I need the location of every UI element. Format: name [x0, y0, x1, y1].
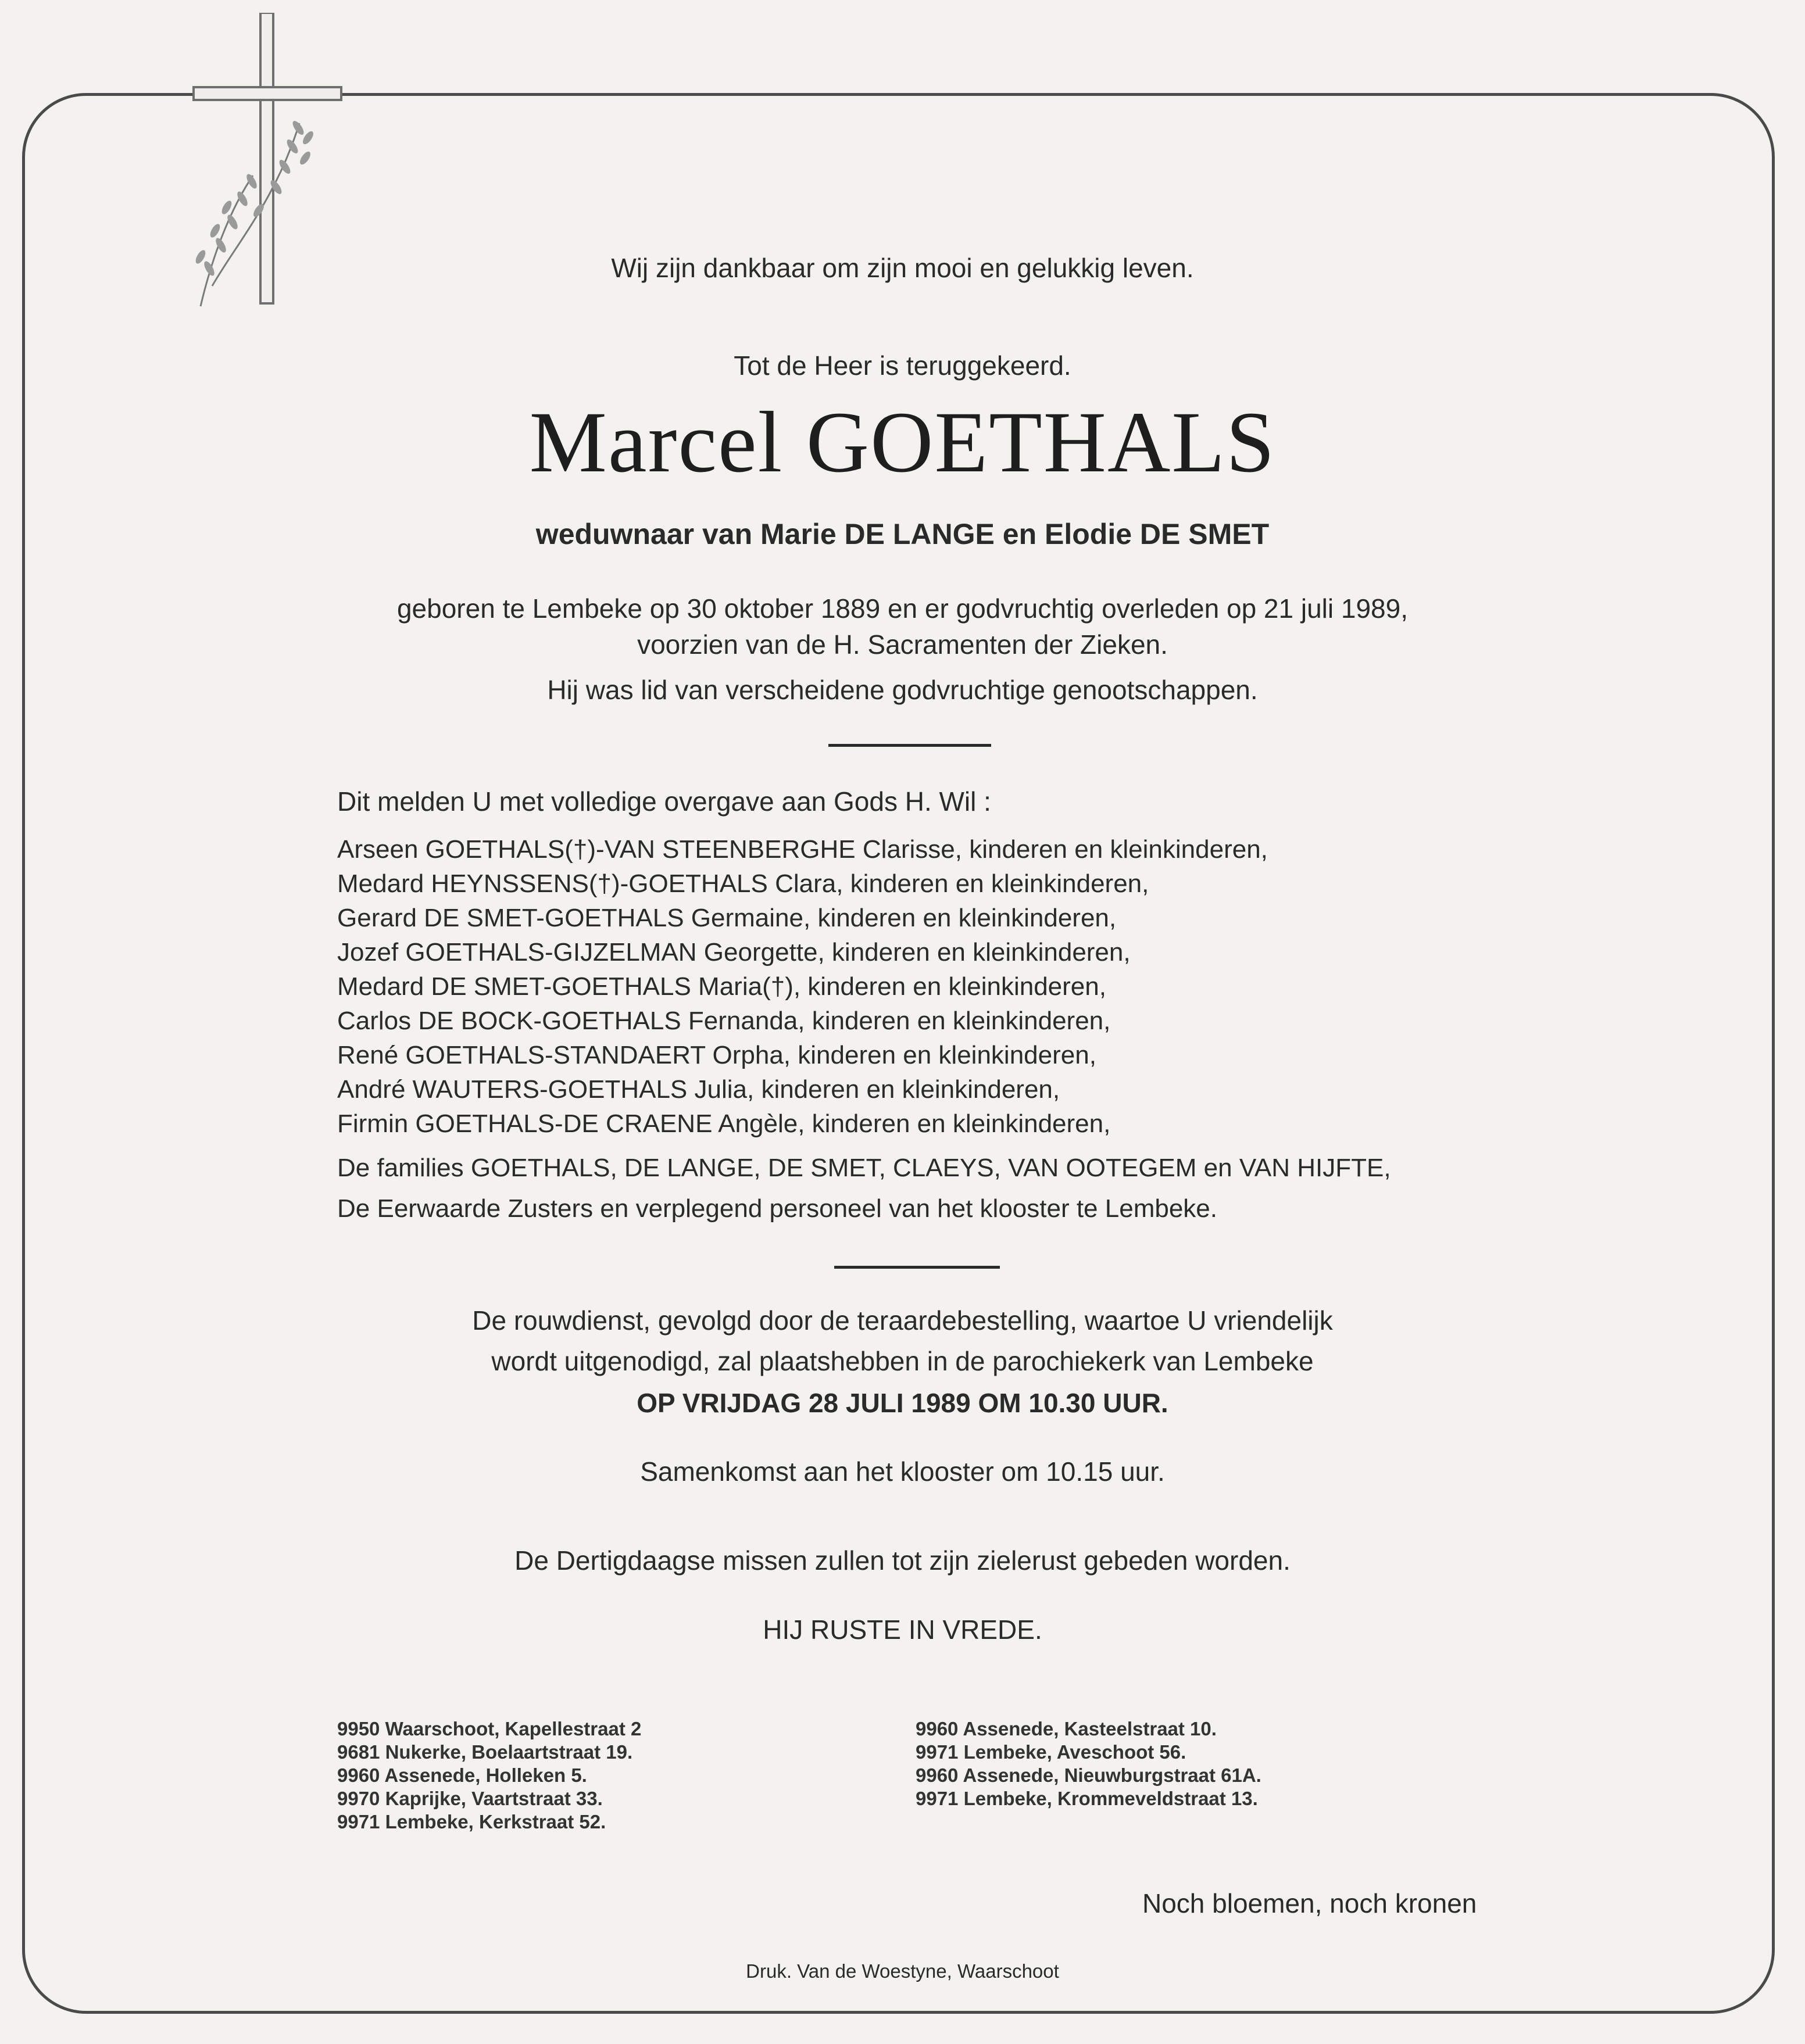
addresses-left	[337, 1717, 641, 1834]
address-item: 9960 Assenede, Holleken 5.	[337, 1764, 587, 1786]
divider-1	[828, 744, 991, 747]
flowers-note: Noch bloemen, noch kronen	[1142, 1888, 1477, 1918]
bio-line-2: voorzien van de H. Sacramenten der Zieken.	[637, 629, 1168, 660]
gratitude-line: Wij zijn dankbaar om zijn mooi en gelukkig leven.	[611, 253, 1194, 283]
gathering-line: Samenkomst aan het klooster om 10.15 uur.	[640, 1456, 1165, 1487]
list-item: Carlos DE BOCK-GOETHALS Fernanda, kinderen en kleinkinderen,	[337, 1007, 1111, 1035]
divider-2	[834, 1266, 1000, 1269]
relatives-list	[337, 832, 1268, 1141]
deceased-name: Marcel GOETHALS	[529, 394, 1276, 491]
service-line-2: wordt uitgenodigd, zal plaatshebben in de parochiekerk van Lembeke	[491, 1346, 1314, 1376]
list-item: René GOETHALS-STANDAERT Orpha, kinderen en kleinkinderen,	[337, 1041, 1096, 1069]
list-item: André WAUTERS-GOETHALS Julia, kinderen en kleinkinderen,	[337, 1075, 1060, 1104]
address-item: 9681 Nukerke, Boelaartstraat 19.	[337, 1741, 633, 1763]
announcement-intro: Dit melden U met volledige overgave aan Gods H. Wil :	[337, 786, 991, 817]
address-item: 9971 Lembeke, Krommeveldstraat 13.	[916, 1788, 1258, 1809]
rest-line: HIJ RUSTE IN VREDE.	[763, 1615, 1042, 1645]
list-item: Firmin GOETHALS-DE CRAENE Angèle, kinderen en kleinkinderen,	[337, 1109, 1111, 1138]
bio-line-1: geboren te Lembeke op 30 oktober 1889 en er godvruchtig overleden op 21 juli 1989,	[396, 593, 1409, 624]
widower-line: weduwnaar van Marie DE LANGE en Elodie DE SMET	[535, 518, 1270, 550]
masses-line: De Dertigdaagse missen zullen tot zijn zielerust gebeden worden.	[514, 1545, 1291, 1576]
service-datetime: OP VRIJDAG 28 JULI 1989 OM 10.30 UUR.	[637, 1388, 1168, 1418]
address-item: 9970 Kaprijke, Vaartstraat 33.	[337, 1788, 603, 1809]
list-item: Jozef GOETHALS-GIJZELMAN Georgette, kinderen en kleinkinderen,	[337, 938, 1131, 966]
list-item: Medard HEYNSSENS(†)-GOETHALS Clara, kinderen en kleinkinderen,	[337, 869, 1149, 898]
service-line-1: De rouwdienst, gevolgd door de teraardebestelling, waartoe U vriendelijk	[472, 1305, 1333, 1336]
addresses-right	[916, 1717, 1261, 1810]
address-item: 9960 Assenede, Kasteelstraat 10.	[916, 1718, 1217, 1739]
address-item: 9971 Lembeke, Aveschoot 56.	[916, 1741, 1186, 1763]
address-item: 9950 Waarschoot, Kapellestraat 2	[337, 1718, 642, 1739]
returned-line: Tot de Heer is teruggekeerd.	[734, 350, 1071, 381]
families-line: De families GOETHALS, DE LANGE, DE SMET, CLAEYS, VAN OOTEGEM en VAN HIJFTE,	[337, 1154, 1391, 1182]
list-item: Gerard DE SMET-GOETHALS Germaine, kinderen en kleinkinderen,	[337, 904, 1117, 932]
address-item: 9971 Lembeke, Kerkstraat 52.	[337, 1811, 606, 1832]
printer-credit: Druk. Van de Woestyne, Waarschoot	[746, 1960, 1059, 1982]
address-item: 9960 Assenede, Nieuwburgstraat 61A.	[916, 1764, 1261, 1786]
sisters-line: De Eerwaarde Zusters en verplegend personeel van het klooster te Lembeke.	[337, 1194, 1217, 1223]
list-item: Arseen GOETHALS(†)-VAN STEENBERGHE Clarisse, kinderen en kleinkinderen,	[337, 835, 1268, 864]
bio-line-3: Hij was lid van verscheidene godvruchtige genootschappen.	[547, 675, 1258, 705]
list-item: Medard DE SMET-GOETHALS Maria(†), kinderen en kleinkinderen,	[337, 972, 1106, 1001]
